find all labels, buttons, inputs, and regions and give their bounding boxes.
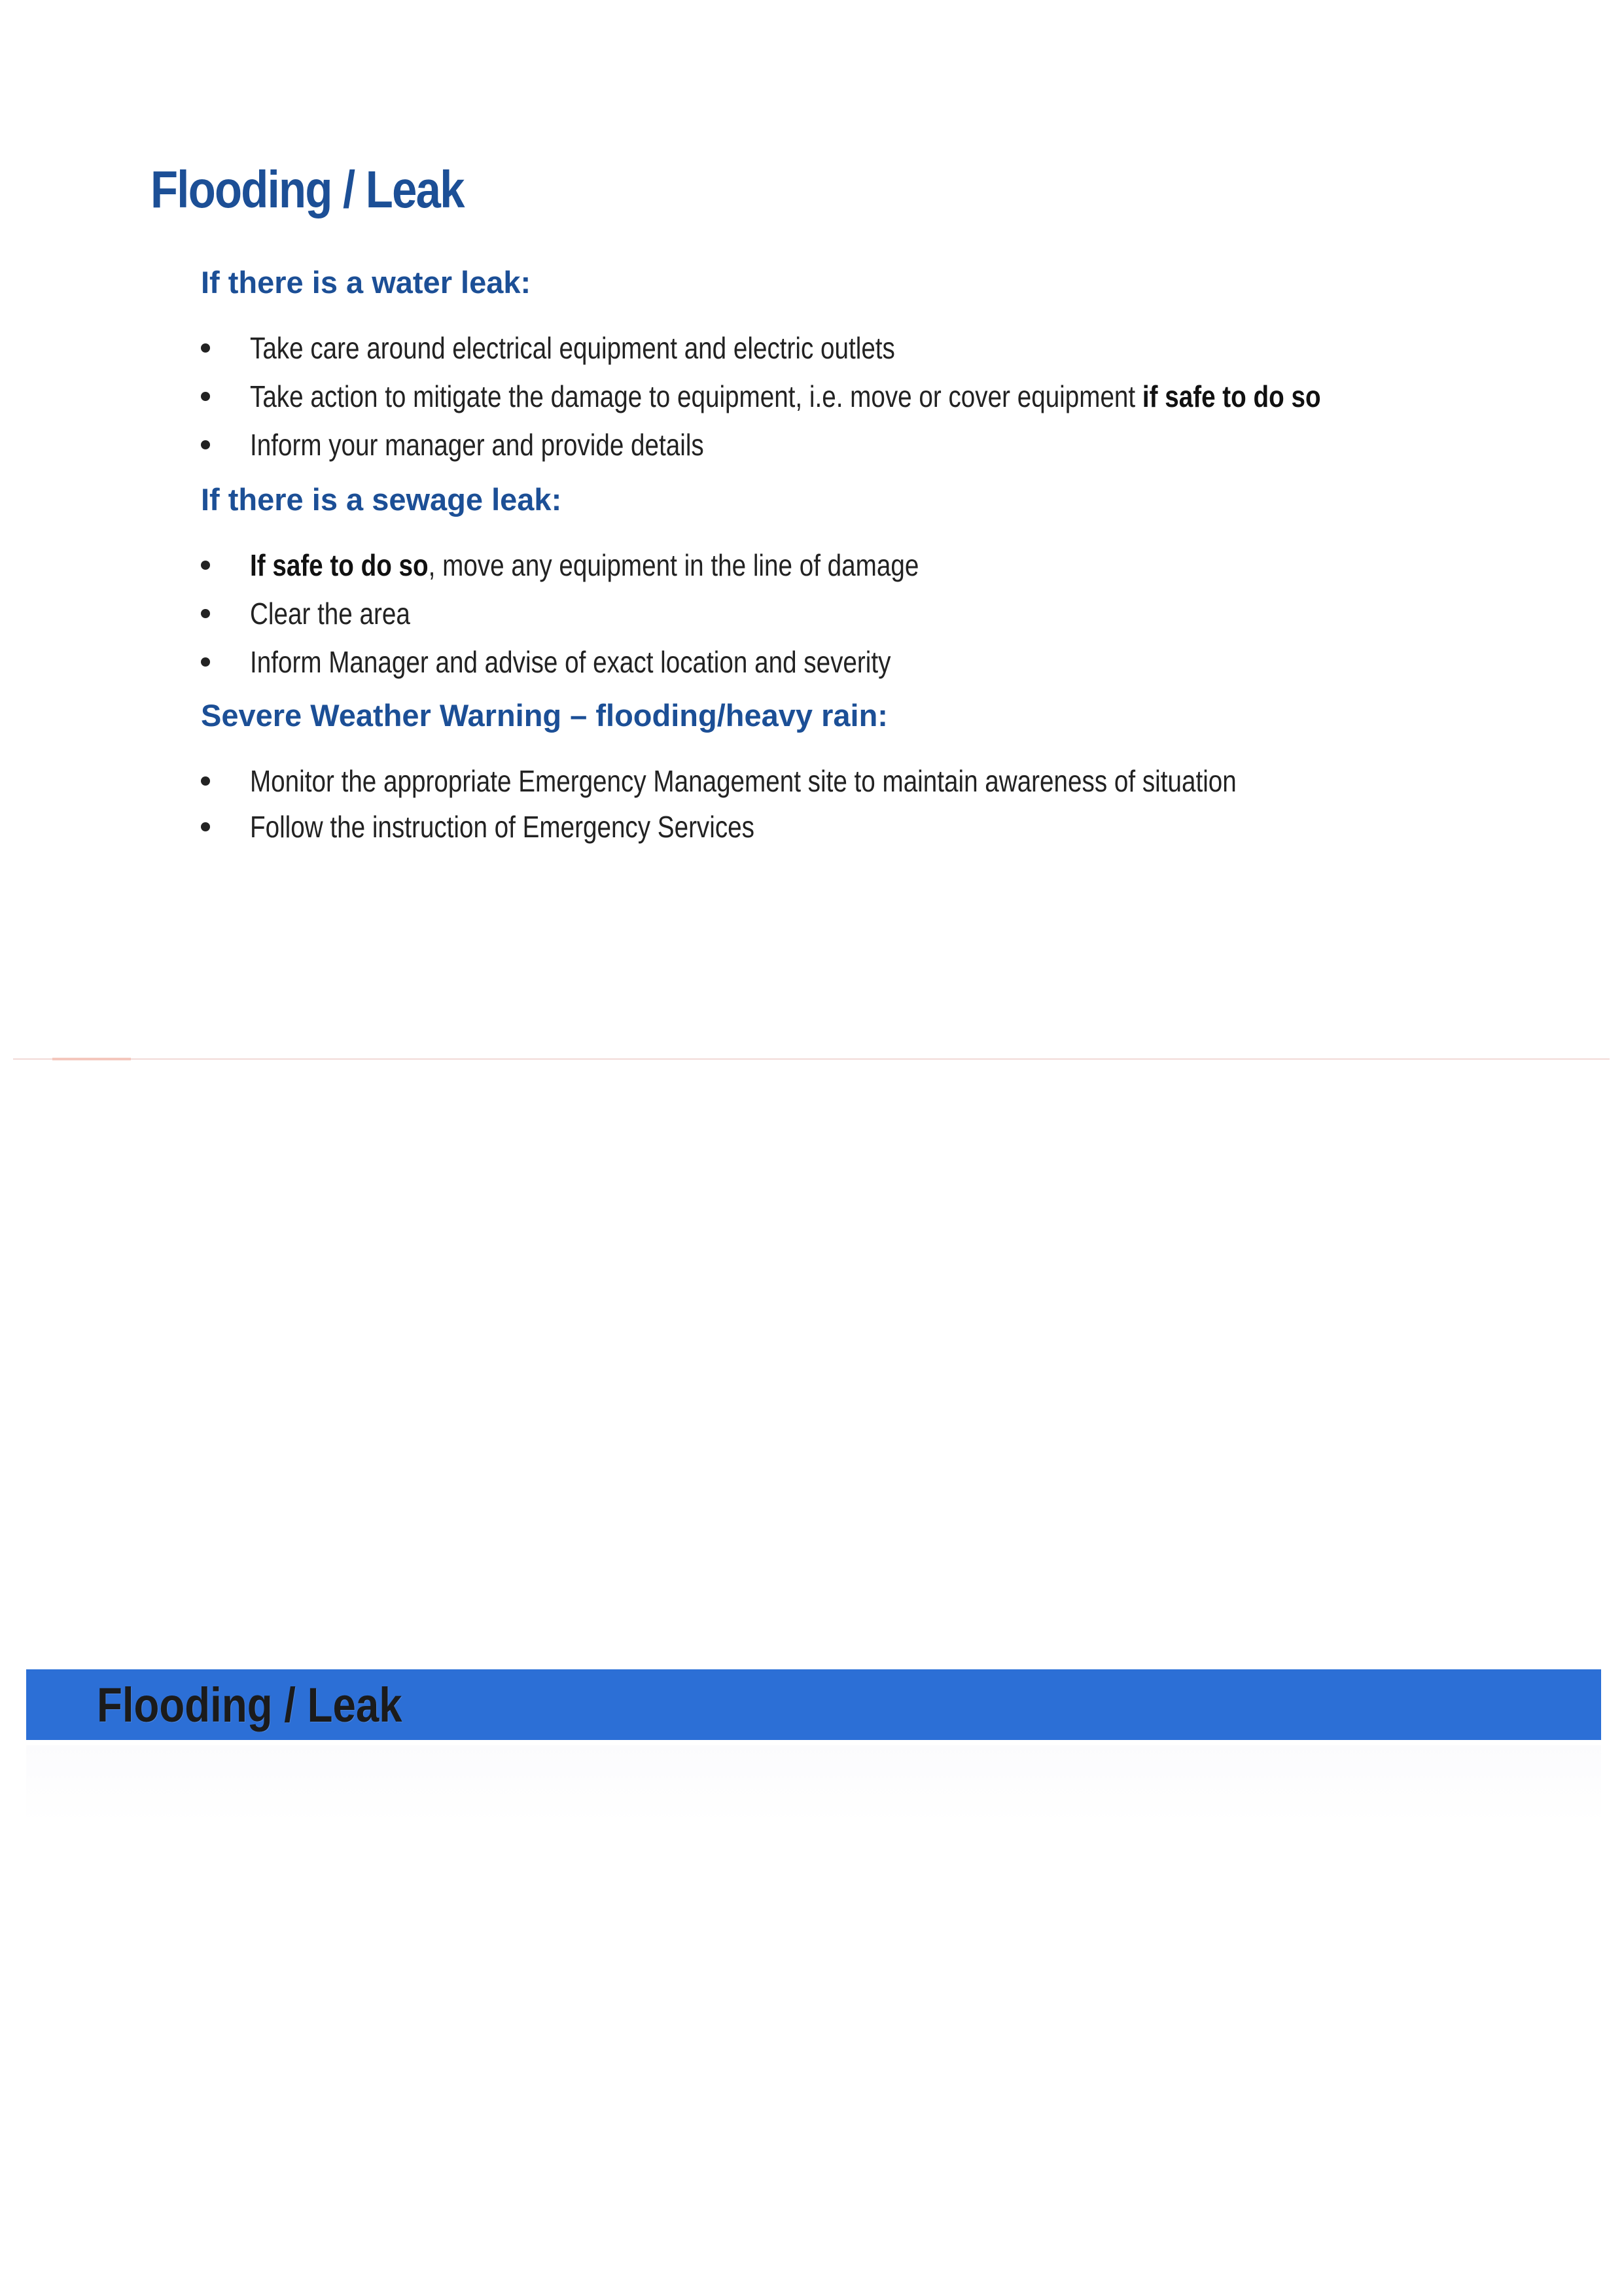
divider [13, 1058, 1610, 1060]
list-item [201, 427, 1509, 476]
list-item-text: Inform your manager and provide details [250, 428, 704, 462]
bullet-dot-icon [201, 657, 210, 667]
section-heading: If there is a water leak: [201, 265, 531, 300]
section-water-leak [201, 267, 1509, 476]
divider-accent [52, 1058, 131, 1060]
list-item-text: Clear the area [250, 597, 410, 631]
bullet-dot-icon [201, 822, 210, 831]
bullet-dot-icon [201, 440, 210, 449]
list-item [201, 644, 1509, 693]
list-item [201, 548, 1509, 596]
bullet-dot-icon [201, 343, 210, 353]
bullet-dot-icon [201, 776, 210, 786]
list-item [201, 330, 1509, 379]
list-item-text: Take action to mitigate the damage to equipment, i.e. move or cover equipment if safe to do so [250, 379, 1321, 413]
list-item-text: Monitor the appropriate Emergency Management site to maintain awareness of situation [250, 764, 1237, 798]
list-item-text: Follow the instruction of Emergency Services [250, 810, 754, 844]
footer-title-band [26, 1669, 1601, 1740]
footer-band-title: Flooding / Leak [97, 1678, 402, 1732]
bullet-list [201, 330, 1509, 476]
list-item-text: If safe to do so, move any equipment in the line of damage [250, 548, 919, 582]
scan-ghost-area [26, 1745, 1601, 1824]
bullet-dot-icon [201, 392, 210, 401]
list-item [201, 596, 1509, 644]
section-severe-weather [201, 700, 1509, 855]
list-item-text: Inform Manager and advise of exact location and severity [250, 645, 891, 679]
bullet-list [201, 763, 1509, 855]
bullet-dot-icon [201, 561, 210, 570]
list-item [201, 763, 1509, 809]
list-item [201, 809, 1509, 855]
list-item [201, 379, 1509, 427]
page-title: Flooding / Leak [150, 160, 464, 218]
section-heading: If there is a sewage leak: [201, 482, 562, 517]
list-item-text: Take care around electrical equipment and electric outlets [250, 331, 895, 365]
bullet-list [201, 548, 1509, 693]
section-sewage-leak [201, 484, 1509, 693]
section-heading: Severe Weather Warning – flooding/heavy rain: [201, 698, 888, 733]
bullet-dot-icon [201, 609, 210, 618]
